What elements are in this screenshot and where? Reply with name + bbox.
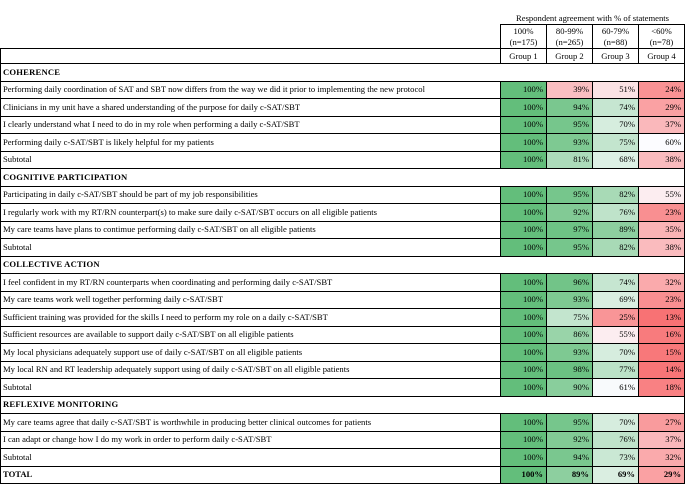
group-3-value: 69% xyxy=(593,291,639,309)
group-1-value: 100% xyxy=(501,116,547,134)
group-3-value: 70% xyxy=(593,116,639,134)
group-2-value: 98% xyxy=(547,361,593,379)
group-2-value: 95% xyxy=(547,239,593,257)
statement-row-label: I regularly work with my RT/RN counterpart(s) to make sure daily c-SAT/SBT occurs on all eligible patients xyxy=(1,204,501,222)
total-row-label: TOTAL xyxy=(1,466,501,484)
section-header xyxy=(1,169,685,187)
agreement-header: Respondent agreement with % of statements xyxy=(516,13,670,23)
group-4-value: 38% xyxy=(639,239,685,257)
statement-row xyxy=(1,344,685,362)
group-1-value: 100% xyxy=(501,431,547,449)
group-2-range: 80-99% (n=265) xyxy=(547,25,593,49)
group-2-value: 95% xyxy=(547,414,593,432)
group-4-value: 23% xyxy=(639,204,685,222)
group-4-value: 38% xyxy=(639,151,685,169)
statement-row xyxy=(1,134,685,152)
group-3-value: 89% xyxy=(593,221,639,239)
statement-row-label: Participating in daily c-SAT/SBT should be part of my job responsibilities xyxy=(1,186,501,204)
statement-row xyxy=(1,116,685,134)
group-4-value: 15% xyxy=(639,344,685,362)
group-3-value: 61% xyxy=(593,379,639,397)
subtotal-row-label: Subtotal xyxy=(1,239,501,257)
group-3-value: 68% xyxy=(593,151,639,169)
subtotal-row-label: Subtotal xyxy=(1,449,501,467)
group-4-value: 37% xyxy=(639,116,685,134)
group-2-value: 86% xyxy=(547,326,593,344)
group-4-value: 60% xyxy=(639,134,685,152)
group-1-value: 100% xyxy=(501,151,547,169)
statement-row-label: Clinicians in my unit have a shared understanding of the purpose for daily c-SAT/SBT xyxy=(1,99,501,117)
section-header xyxy=(1,64,685,82)
statement-row xyxy=(1,81,685,99)
group-2-value: 95% xyxy=(547,186,593,204)
group-3-value: 25% xyxy=(593,309,639,327)
statement-row xyxy=(1,414,685,432)
statement-row xyxy=(1,186,685,204)
statement-row-label: My local RN and RT leadership adequately support using of daily c-SAT/SBT on all eligible patients xyxy=(1,361,501,379)
group-3-value: 77% xyxy=(593,361,639,379)
group-3-label: Group 3 xyxy=(593,49,639,64)
statement-row-label: My care teams agree that daily c-SAT/SBT is worthwhile in producing better clinical outcomes for patients xyxy=(1,414,501,432)
section-title: REFLEXIVE MONITORING xyxy=(1,396,685,414)
group-2-value: 94% xyxy=(547,99,593,117)
group-1-value: 100% xyxy=(501,449,547,467)
group-1-value: 100% xyxy=(501,361,547,379)
group-4-value: 29% xyxy=(639,99,685,117)
group-1-value: 100% xyxy=(501,99,547,117)
statement-row xyxy=(1,274,685,292)
group-4-value: 27% xyxy=(639,414,685,432)
group-3-range: 60-79% (n=88) xyxy=(593,25,639,49)
group-4-value: 16% xyxy=(639,326,685,344)
section-title: COHERENCE xyxy=(1,64,685,82)
subtotal-row xyxy=(1,239,685,257)
group-3-value: 74% xyxy=(593,99,639,117)
statement-row xyxy=(1,431,685,449)
group-1-value: 100% xyxy=(501,134,547,152)
group-4-value: 13% xyxy=(639,309,685,327)
group-4-value: 37% xyxy=(639,431,685,449)
group-2-value: 39% xyxy=(547,81,593,99)
group-2-value: 90% xyxy=(547,379,593,397)
group-2-value: 93% xyxy=(547,291,593,309)
group-4-label: Group 4 xyxy=(639,49,685,64)
section-title: COLLECTIVE ACTION xyxy=(1,256,685,274)
subtotal-row-label: Subtotal xyxy=(1,151,501,169)
group-3-value: 73% xyxy=(593,449,639,467)
statement-row-label: Sufficient resources are available to support daily c-SAT/SBT on all eligible patients xyxy=(1,326,501,344)
group-1-value: 100% xyxy=(501,466,547,484)
group-1-value: 100% xyxy=(501,309,547,327)
group-1-value: 100% xyxy=(501,186,547,204)
group-1-label: Group 1 xyxy=(501,49,547,64)
group-4-value: 35% xyxy=(639,221,685,239)
group-3-value: 70% xyxy=(593,414,639,432)
group-3-value: 76% xyxy=(593,431,639,449)
statement-row-label: My local physicians adequately support use of daily c-SAT/SBT on all eligible patients xyxy=(1,344,501,362)
group-2-value: 92% xyxy=(547,431,593,449)
subtotal-row-label: Subtotal xyxy=(1,379,501,397)
subtotal-row xyxy=(1,379,685,397)
group-4-value: 32% xyxy=(639,274,685,292)
group-3-value: 76% xyxy=(593,204,639,222)
statement-row-label: Performing daily c-SAT/SBT is likely helpful for my patients xyxy=(1,134,501,152)
group-2-value: 95% xyxy=(547,116,593,134)
group-1-value: 100% xyxy=(501,414,547,432)
statement-row-label: I can adapt or change how I do my work in order to perform daily c-SAT/SBT xyxy=(1,431,501,449)
statement-row-label: Performing daily coordination of SAT and SBT now differs from the way we did it prior to implementing the new protocol xyxy=(1,81,501,99)
group-1-value: 100% xyxy=(501,291,547,309)
group-3-value: 82% xyxy=(593,239,639,257)
statement-row-label: My care teams have plans to contimue performing daily c-SAT/SBT on all eligible patients xyxy=(1,221,501,239)
group-4-value: 32% xyxy=(639,449,685,467)
statement-row xyxy=(1,204,685,222)
group-3-value: 55% xyxy=(593,326,639,344)
group-4-value: 23% xyxy=(639,291,685,309)
header-blank xyxy=(1,49,501,64)
group-1-value: 100% xyxy=(501,239,547,257)
section-header xyxy=(1,256,685,274)
statement-row xyxy=(1,309,685,327)
group-3-value: 70% xyxy=(593,344,639,362)
section-title: COGNITIVE PARTICIPATION xyxy=(1,169,685,187)
group-4-value: 24% xyxy=(639,81,685,99)
statement-row xyxy=(1,326,685,344)
group-2-value: 92% xyxy=(547,204,593,222)
statement-row xyxy=(1,221,685,239)
header-blank xyxy=(1,25,501,49)
group-2-value: 81% xyxy=(547,151,593,169)
group-3-value: 74% xyxy=(593,274,639,292)
group-4-value: 29% xyxy=(639,466,685,484)
group-4-value: 18% xyxy=(639,379,685,397)
group-4-value: 55% xyxy=(639,186,685,204)
group-3-value: 51% xyxy=(593,81,639,99)
group-4-value: 14% xyxy=(639,361,685,379)
group-2-value: 94% xyxy=(547,449,593,467)
group-1-value: 100% xyxy=(501,274,547,292)
group-2-value: 93% xyxy=(547,134,593,152)
subtotal-row xyxy=(1,151,685,169)
section-header xyxy=(1,396,685,414)
statement-row-label: I feel confident in my RT/RN counterparts when coordinating and performing daily c-SAT/SBT xyxy=(1,274,501,292)
group-1-value: 100% xyxy=(501,379,547,397)
group-2-value: 93% xyxy=(547,344,593,362)
header-blank xyxy=(1,0,501,25)
statement-row-label: I clearly understand what I need to do in my role when performing a daily c-SAT/SBT xyxy=(1,116,501,134)
group-3-value: 82% xyxy=(593,186,639,204)
group-1-value: 100% xyxy=(501,221,547,239)
group-4-range: <60% (n=78) xyxy=(639,25,685,49)
group-2-value: 75% xyxy=(547,309,593,327)
statement-row-label: My care teams work well together performing daily c-SAT/SBT xyxy=(1,291,501,309)
statement-row-label: Sufficient training was provided for the skills I need to perform my role on a daily c-SAT/SBT xyxy=(1,309,501,327)
group-1-range: 100% (n=175) xyxy=(501,25,547,49)
statement-row xyxy=(1,291,685,309)
group-1-value: 100% xyxy=(501,344,547,362)
group-1-value: 100% xyxy=(501,326,547,344)
total-row xyxy=(1,466,685,484)
statement-row xyxy=(1,361,685,379)
subtotal-row xyxy=(1,449,685,467)
group-2-value: 96% xyxy=(547,274,593,292)
group-2-value: 89% xyxy=(547,466,593,484)
statement-row xyxy=(1,99,685,117)
group-3-value: 69% xyxy=(593,466,639,484)
group-1-value: 100% xyxy=(501,204,547,222)
group-2-value: 97% xyxy=(547,221,593,239)
group-3-value: 75% xyxy=(593,134,639,152)
group-2-label: Group 2 xyxy=(547,49,593,64)
group-1-value: 100% xyxy=(501,81,547,99)
